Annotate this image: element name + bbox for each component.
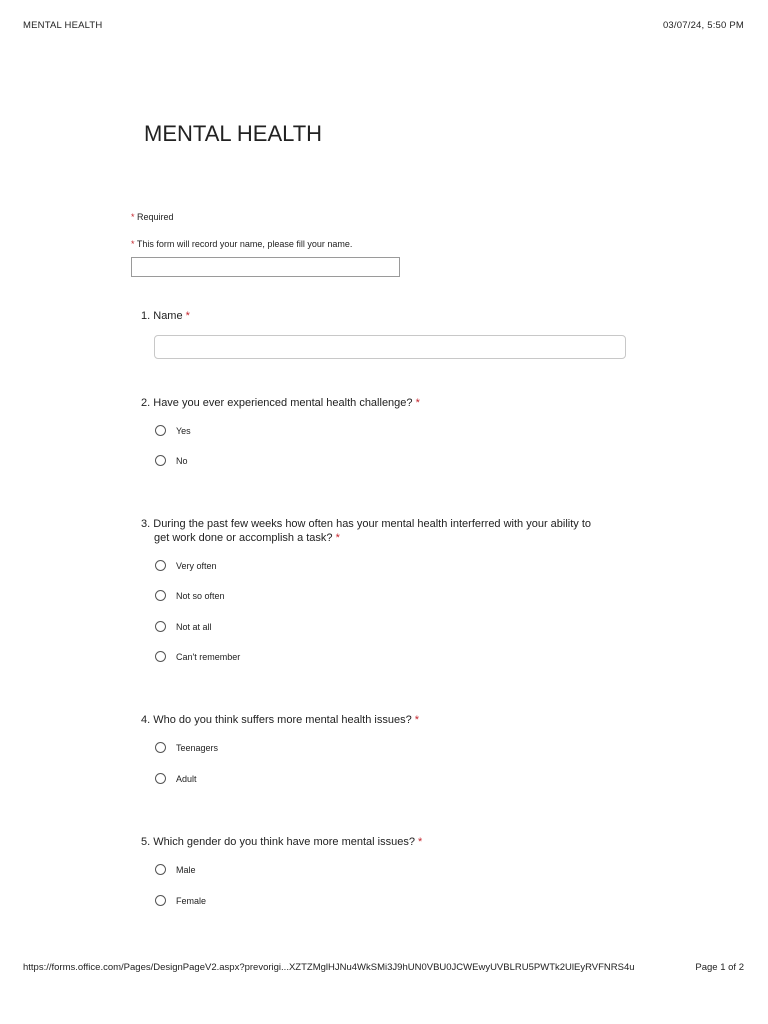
radio-button[interactable] bbox=[155, 425, 166, 436]
option-label: Can't remember bbox=[176, 651, 241, 662]
radio-button[interactable] bbox=[155, 560, 166, 571]
radio-button[interactable] bbox=[155, 651, 166, 662]
question-number: 5. bbox=[141, 836, 151, 848]
radio-button[interactable] bbox=[155, 455, 166, 466]
print-header-title: MENTAL HEALTH bbox=[23, 20, 103, 31]
required-star: * bbox=[131, 212, 135, 222]
question-4-title bbox=[141, 713, 419, 727]
record-note bbox=[131, 239, 352, 249]
question-text-line-2: get work done or accomplish a task? bbox=[154, 532, 333, 544]
required-star: * bbox=[415, 397, 420, 409]
option-label: No bbox=[176, 455, 188, 466]
question-number: 1. bbox=[141, 310, 151, 322]
radio-button[interactable] bbox=[155, 621, 166, 632]
radio-button[interactable] bbox=[155, 864, 166, 875]
option-not-so-often[interactable] bbox=[155, 590, 225, 601]
option-not-at-all[interactable] bbox=[155, 621, 212, 632]
option-label: Very often bbox=[176, 560, 217, 571]
option-label: Adult bbox=[176, 773, 197, 784]
option-label: Male bbox=[176, 864, 196, 875]
option-label: Not at all bbox=[176, 621, 212, 632]
radio-button[interactable] bbox=[155, 895, 166, 906]
required-star: * bbox=[185, 310, 190, 322]
required-note-text: Required bbox=[137, 212, 174, 222]
option-label: Not so often bbox=[176, 590, 225, 601]
option-label: Yes bbox=[176, 425, 191, 436]
question-number: 3. bbox=[141, 518, 151, 530]
question-3-title bbox=[141, 517, 591, 531]
option-teenagers[interactable] bbox=[155, 742, 218, 753]
option-label: Female bbox=[176, 895, 207, 906]
radio-button[interactable] bbox=[155, 742, 166, 753]
required-note bbox=[131, 212, 174, 222]
required-star: * bbox=[131, 239, 135, 249]
print-header-datetime: 03/07/24, 5:50 PM bbox=[662, 20, 744, 31]
question-text: Name bbox=[153, 310, 183, 322]
option-adult[interactable] bbox=[155, 773, 197, 784]
question-text: Which gender do you think have more mental issues? bbox=[153, 836, 415, 848]
question-3-title-line-2 bbox=[154, 531, 340, 545]
radio-button[interactable] bbox=[155, 590, 166, 601]
question-5-title bbox=[141, 835, 422, 849]
question-text: Have you ever experienced mental health challenge? bbox=[153, 397, 413, 409]
question-2-title bbox=[141, 396, 420, 410]
option-very-often[interactable] bbox=[155, 560, 217, 571]
radio-button[interactable] bbox=[155, 773, 166, 784]
option-cant-remember[interactable] bbox=[155, 651, 240, 662]
respondent-name-field[interactable] bbox=[131, 257, 400, 277]
required-star: * bbox=[418, 836, 423, 848]
option-label: Teenagers bbox=[176, 742, 219, 753]
name-input[interactable] bbox=[154, 335, 626, 359]
question-1-title bbox=[141, 309, 190, 323]
print-footer-page: Page 1 of 2 bbox=[695, 962, 744, 973]
option-no[interactable] bbox=[155, 455, 188, 466]
required-star: * bbox=[335, 532, 340, 544]
record-note-text: This form will record your name, please fill your name. bbox=[136, 239, 353, 249]
required-star: * bbox=[414, 714, 420, 726]
option-male[interactable] bbox=[155, 864, 196, 875]
question-text-line-1: During the past few weeks how often has your mental health interferred with your ability to bbox=[153, 518, 592, 530]
form-title: MENTAL HEALTH bbox=[144, 121, 323, 146]
option-female[interactable] bbox=[155, 895, 206, 906]
option-yes[interactable] bbox=[155, 425, 191, 436]
print-footer-url: https://forms.office.com/Pages/DesignPageV2.aspx?prevorigi...XZTZMglHJNu4WkSMi3J9hUN0VBU0JCWEwyUVBLRU5PWTk2UlEyRVFNRS4u bbox=[23, 962, 635, 973]
question-text: Who do you think suffers more mental health issues? bbox=[153, 714, 412, 726]
question-number: 4. bbox=[141, 714, 151, 726]
question-number: 2. bbox=[141, 397, 151, 409]
